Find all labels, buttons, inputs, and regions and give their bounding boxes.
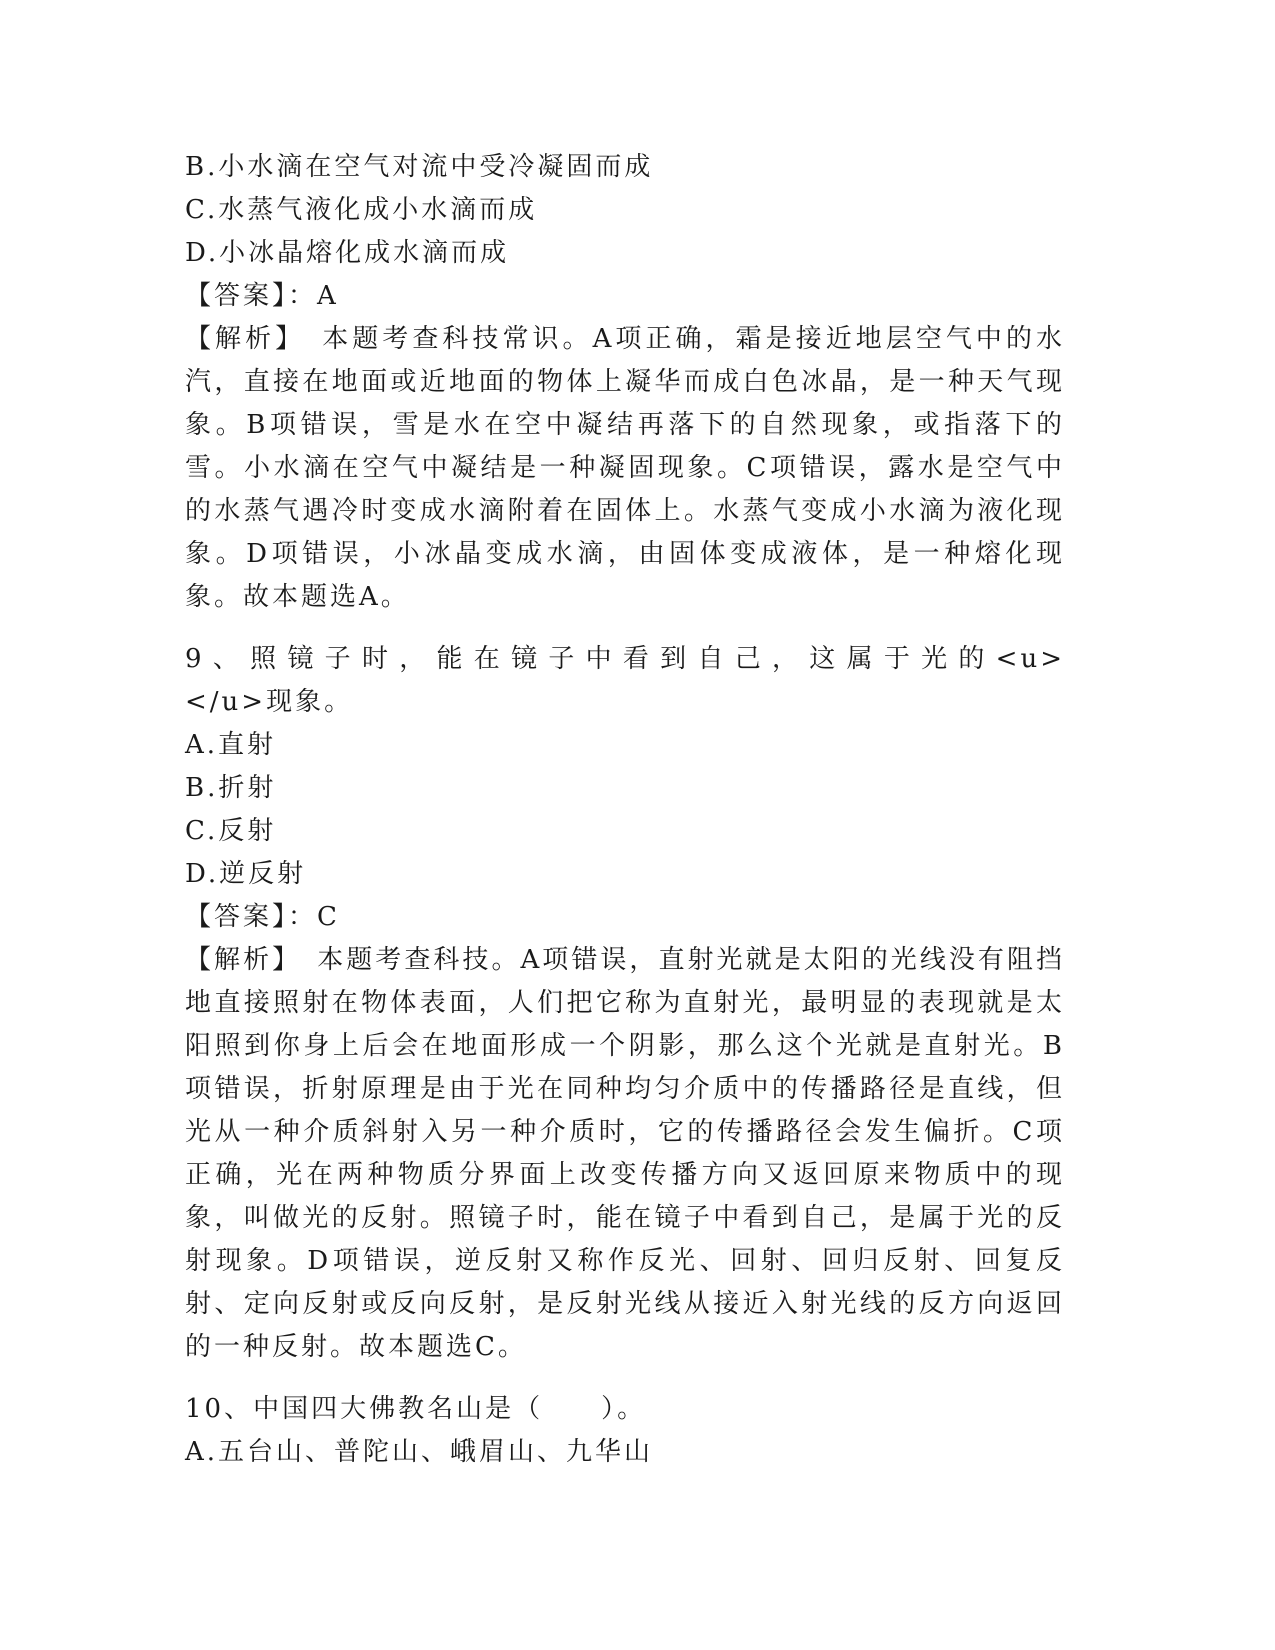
q9-option-a: A.直射: [185, 730, 277, 760]
q8-option-b: B.小水滴在空气对流中受冷凝固而成: [185, 152, 654, 182]
q9-stem: 9、照镜子时，能在镜子中看到自己，这属于光的<u> </u>现象。: [185, 644, 1182, 717]
question-8-tail: [185, 146, 1065, 619]
document-page: [185, 146, 1182, 1474]
q8-answer: 【答案】：A: [185, 281, 339, 311]
q9-answer: 【答案】：C: [185, 902, 340, 932]
q8-option-d: D.小冰晶熔化成水滴而成: [185, 238, 510, 268]
q9-option-c: C.反射: [185, 816, 277, 846]
q10-stem: 10、中国四大佛教名山是（ ）。: [185, 1394, 647, 1424]
question-9: [185, 638, 1182, 1369]
q8-option-c: C.水蒸气液化成小水滴而成: [185, 195, 538, 225]
q9-option-d: D.逆反射: [185, 859, 307, 889]
question-10: [185, 1388, 1065, 1474]
q9-analysis: 【解析】 本题考查科技。A项错误，直射光就是太阳的光线没有阻挡地直接照射在物体表面，人们把它称为直射光，最明显的表现就是太阳照到你身上后会在地面形成一个阴影，那么这个光就是直射光。B项错误，折射原理是由于光在同种均匀介质中的传播路径是直线，但光从一种介质斜射入另一种介质时，它的传播路径会发生偏折。C项正确，光在两种物质分界面上改变传播方向又返回原来物质中的现象，叫做光的反射。照镜子时，能在镜子中看到自己，是属于光的反射现象。D项错误，逆反射又称作反光、回射、回归反射、回复反射、定向反射或反向反射，是反射光线从接近入射光线的反方向返回的一种反射。故本题选C。: [185, 945, 1065, 1362]
q8-analysis: 【解析】 本题考查科技常识。A项正确，霜是接近地层空气中的水汽，直接在地面或近地面的物体上凝华而成白色冰晶，是一种天气现象。B项错误，雪是水在空中凝结再落下的自然现象，或指落下的雪。小水滴在空气中凝结是一种凝固现象。C项错误，露水是空气中的水蒸气遇冷时变成水滴附着在固体上。水蒸气变成小水滴为液化现象。D项错误，小冰晶变成水滴，由固体变成液体，是一种熔化现象。故本题选A。: [185, 324, 1065, 612]
q10-option-a: A.五台山、普陀山、峨眉山、九华山: [185, 1437, 654, 1467]
q9-option-b: B.折射: [185, 773, 277, 803]
